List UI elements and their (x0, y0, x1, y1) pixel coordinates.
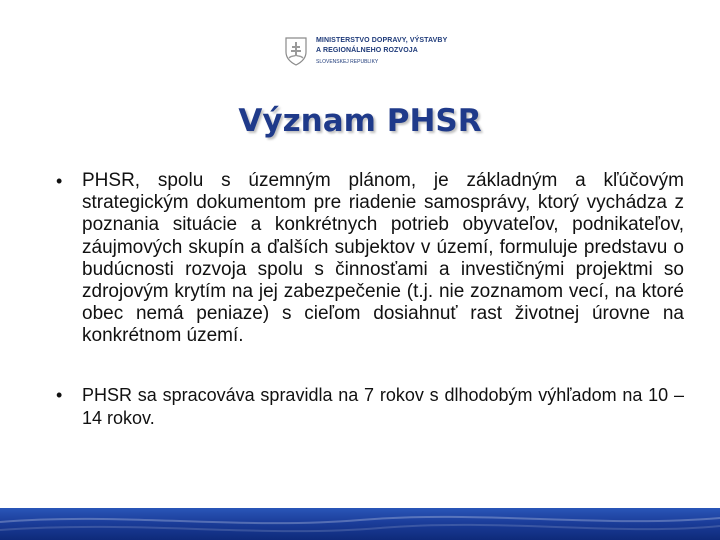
footer-wave-decoration (0, 508, 720, 540)
bullet-text: PHSR, spolu s územným plánom, je základným a kľúčovým strategickým dokumentom pre riadenie samosprávy, ktorý vychádza z poznania situácie a konkrétnych potrieb obyvateľov, podnikateľov, záujmových skupín a ďalších subjektov v území, formuluje predstavu o budúcnosti rozvoja spolu s činnosťami a investičnými projektmi so zdrojovým krytím na jej zabezpečenie (t.j. nie zoznamom vecí, na ktoré obec nemá peniaze) s cieľom dosiahnuť rast životnej úrovne na konkrétnom území. (82, 170, 684, 347)
logo-line-2: A REGIONÁLNEHO ROZVOJA (316, 46, 418, 54)
bullet-dot-icon: • (56, 171, 63, 191)
bullet-text: PHSR sa spracováva spravidla na 7 rokov s dlhodobým výhľadom na 10 – 14 rokov. (82, 384, 684, 428)
slide-title: Význam PHSR (238, 103, 482, 139)
ministry-logo (284, 26, 447, 76)
bullet-dot-icon: • (56, 384, 63, 405)
logo-line-3: SLOVENSKEJ REPUBLIKY (316, 58, 379, 65)
bullet-list (52, 170, 684, 430)
footer-band (0, 508, 720, 540)
bullet-item (52, 384, 684, 430)
bullet-item (52, 170, 684, 348)
logo-line-1: MINISTERSTVO DOPRAVY, VÝSTAVBY (316, 36, 448, 44)
coat-of-arms-icon (284, 36, 308, 66)
